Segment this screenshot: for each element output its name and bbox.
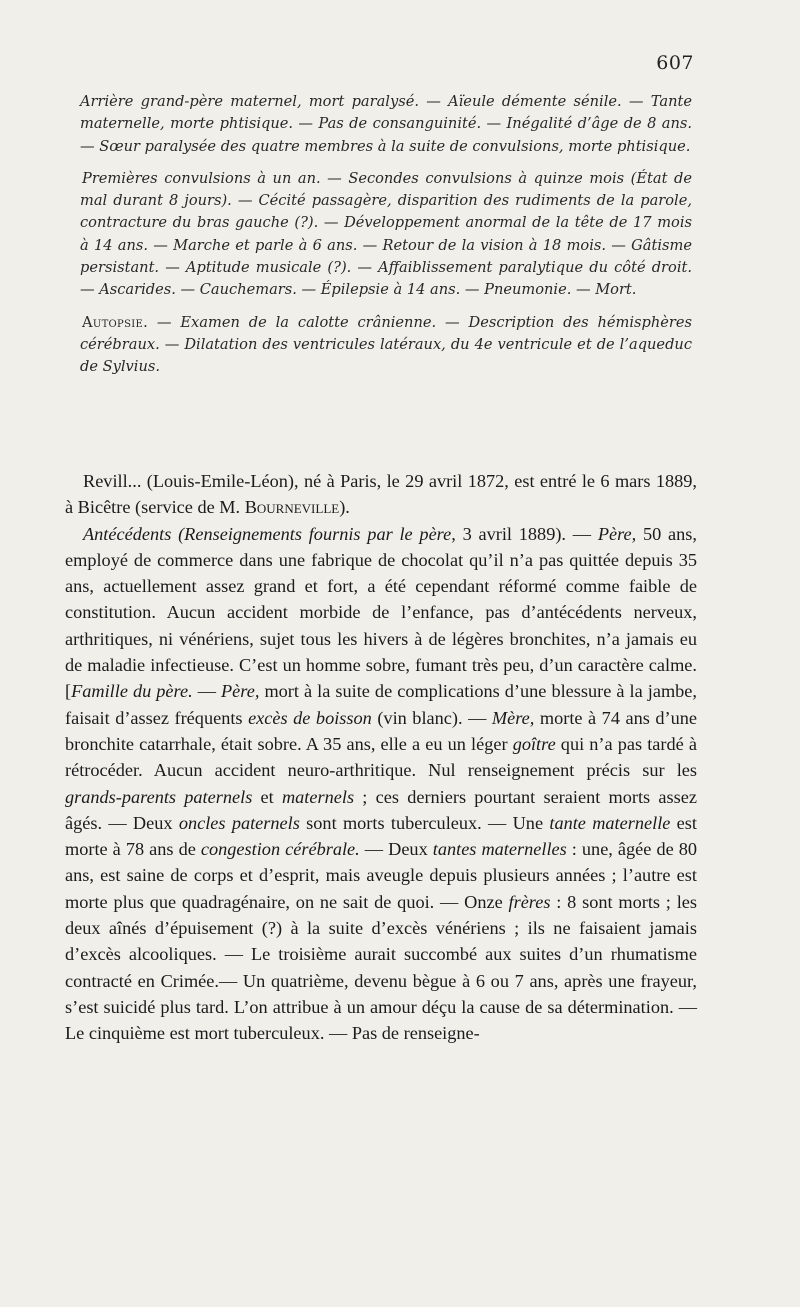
antecedents-paragraph xyxy=(65,521,697,1047)
antecedents-heading: Antécédents (Renseignements fournis par le père, xyxy=(83,523,456,544)
text-run: et xyxy=(252,786,282,807)
autopsy-label: Autopsie. xyxy=(82,313,149,331)
text-run: : une, âgée de 80 ans, est saine de corps et d’esprit, mais aveugle depuis plusieurs années ; l’autre est morte plus que quadragénaire, on ne sait de quoi. — Onze xyxy=(65,839,698,912)
text-run: ; ces derniers pourtant seraient morts assez âgés. — Deux xyxy=(65,786,697,833)
italic-term: oncles paternels xyxy=(178,812,300,833)
autopsy-text: — Examen de la calotte crânienne. — Description des hémisphères cérébraux. — Dilatation des ventricules latéraux, du 4e ventricule et de l’aqueduc de Sylvius. xyxy=(80,313,692,376)
patient-identity xyxy=(65,468,697,521)
patient-intro: Revill... (Louis-Emile-Léon), né à Paris, le 29 avril 1872, est entré le 6 mars 1889, à Bicêtre (service de M. xyxy=(65,471,697,518)
text-run: mort à la suite de complications d’une blessure à la jambe, faisait d’assez fréquents xyxy=(65,681,697,728)
text-run: — xyxy=(192,681,222,702)
italic-term: tantes maternelles xyxy=(432,839,567,860)
italic-term: tante maternelle xyxy=(549,812,671,833)
text-run: — Deux xyxy=(359,839,433,860)
italic-term: maternels xyxy=(281,786,355,807)
italic-term: Famille du père. xyxy=(71,681,193,702)
text-run: 3 avril 1889). — xyxy=(455,523,598,544)
italic-term: frères xyxy=(508,891,551,912)
italic-term: Père, xyxy=(597,523,637,544)
page-number: 607 xyxy=(656,52,694,74)
text-run: qui n’a pas tardé à rétrocéder. Aucun accident neuro-arthritique. Nul renseignement précis sur les xyxy=(65,733,697,781)
summary-heredity: Arrière grand-père maternel, mort paralysé. — Aïeule démente sénile. — Tante maternelle, morte phtisique. — Pas de consanguinité. — Inégalité d’âge de 8 ans. — Sœur paralysée des quatre membres à la suite de convulsions, morte phtisique. xyxy=(80,93,692,155)
patient-intro-end: ). xyxy=(339,497,350,518)
italic-term: grands-parents paternels xyxy=(65,786,253,807)
summary-history: Premières convulsions à un an. — Secondes convulsions à quinze mois (État de mal durant 8 jours). — Cécité passagère, disparition des rudiments de la parole, contracture du bras gauche (?). — Développement anormal de la tête de 17 mois à 14 ans. — Marche et parle à 6 ans. — Retour de la vision à 18 mois. — Gâtisme persistant. — Aptitude musicale (?). — Affaiblissement paralytique du côté droit. — Ascarides. — Cauchemars. — Épilepsie à 14 ans. — Pneumonie. — Mort. xyxy=(80,169,692,299)
observation-body xyxy=(65,468,697,1047)
case-summary xyxy=(80,91,692,389)
doctor-name: Bourneville xyxy=(244,497,340,518)
text-run: : 8 sont morts ; les deux aînés d’épuisement (?) à la suite d’excès vénériens ; ils ne faisaient jamais d’excès alcooliques. — Le troisième aurait succombé aux suites d’un rhumatisme contracté en Crimée.— Un quatrième, devenu bègue à 6 ou 7 ans, après une frayeur, s’est suicidé plus tard. L’on attribue à un amour déçu la cause de sa détermination. — Le cinquième est mort tuberculeux. — Pas de renseigne- xyxy=(65,891,697,1044)
text-run: morte à 74 ans d’une bronchite catarrhale, était sobre. A 35 ans, elle a eu un léger xyxy=(65,707,698,754)
italic-term: Mère, xyxy=(491,707,535,728)
italic-term: congestion cérébrale. xyxy=(200,839,360,860)
text-run: (vin blanc). — xyxy=(371,707,492,728)
italic-term: goître xyxy=(512,733,556,754)
text-run: est morte à 78 ans de xyxy=(65,812,697,860)
text-run: sont morts tuberculeux. — Une xyxy=(299,812,550,833)
text-run: 50 ans, employé de commerce dans une fabrique de chocolat qu’il n’a pas quittée depuis 35 ans, actuellement assez grand et fort, a été cependant réformé comme faible de constitution. Aucun accident morbide de l’enfance, pas d’antécédents nerveux, arthritiques, ni vénériens, sujet tous les hivers à de légères bronchites, n’a jamais eu de maladie infectieuse. C’est un homme sobre, fumant très peu, d’un caractère calme. [ xyxy=(65,523,697,702)
italic-term: excès de boisson xyxy=(248,707,372,728)
italic-term: Père, xyxy=(221,681,260,702)
summary-autopsy xyxy=(80,312,692,379)
